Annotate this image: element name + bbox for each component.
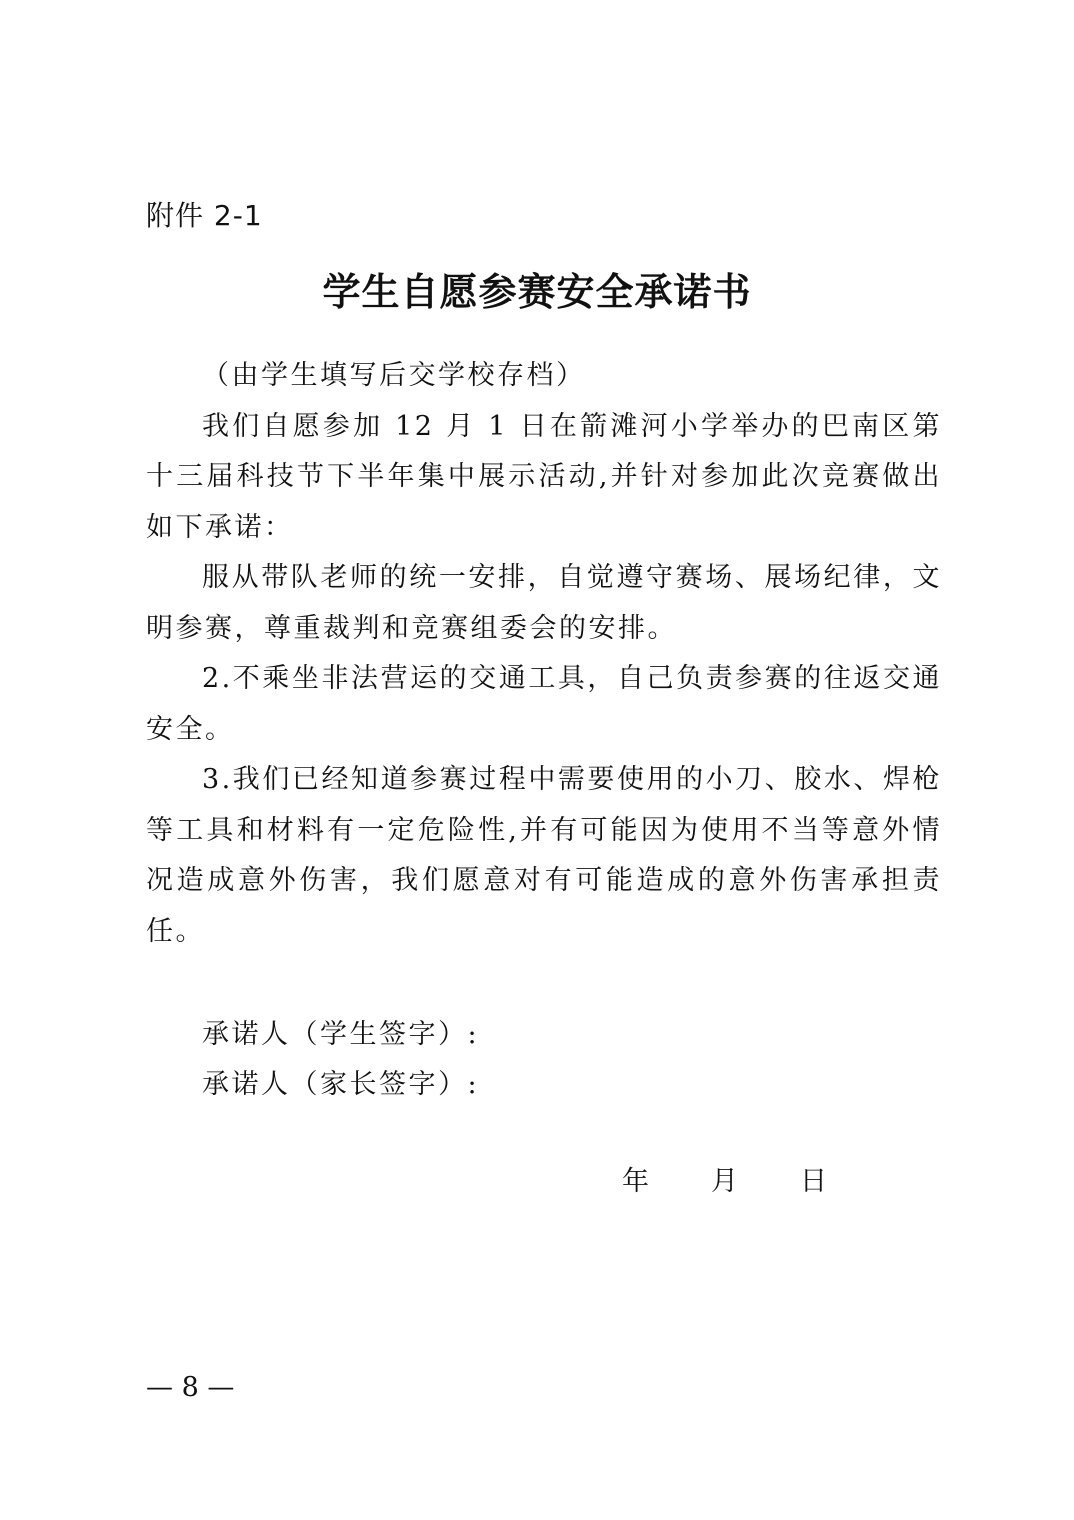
date-day-label: 日 [800,1166,827,1197]
date-year-label: 年 [622,1166,649,1197]
body-paragraph-item-1: 服从带队老师的统一安排，自觉遵守赛场、展场纪律，文明参赛，尊重裁判和竞赛组委会的安排。 [146,562,942,644]
body-paragraph-intro: 我们自愿参加 12 月 1 日在箭滩河小学举办的巴南区第十三届科技节下半年集中展示活动,并针对参加此次竞赛做出如下承诺： [146,410,942,543]
attachment-label: 附件 2-1 [146,199,263,232]
body-paragraph-item-2: 2.不乘坐非法营运的交通工具，自己负责参赛的往返交通安全。 [146,663,942,745]
student-signature-line: 承诺人（学生签字）: [202,1019,480,1050]
signature-block [202,1010,479,1110]
document-title: 学生自愿参赛安全承诺书 [322,270,752,314]
body-paragraph-item-3: 3.我们已经知道参赛过程中需要使用的小刀、胶水、焊枪等工具和材料有一定危险性,并有可能因为使用不当等意外情况造成意外伤害，我们愿意对有可能造成的意外伤害承担责任。 [146,764,942,947]
page-number: — 8 — [146,1372,235,1403]
filing-note: （由学生填写后交学校存档） [202,360,586,391]
date-month-label: 月 [711,1166,738,1197]
document-body [146,351,942,957]
date-line [622,1160,827,1204]
parent-signature-line: 承诺人（家长签字）: [202,1069,480,1100]
